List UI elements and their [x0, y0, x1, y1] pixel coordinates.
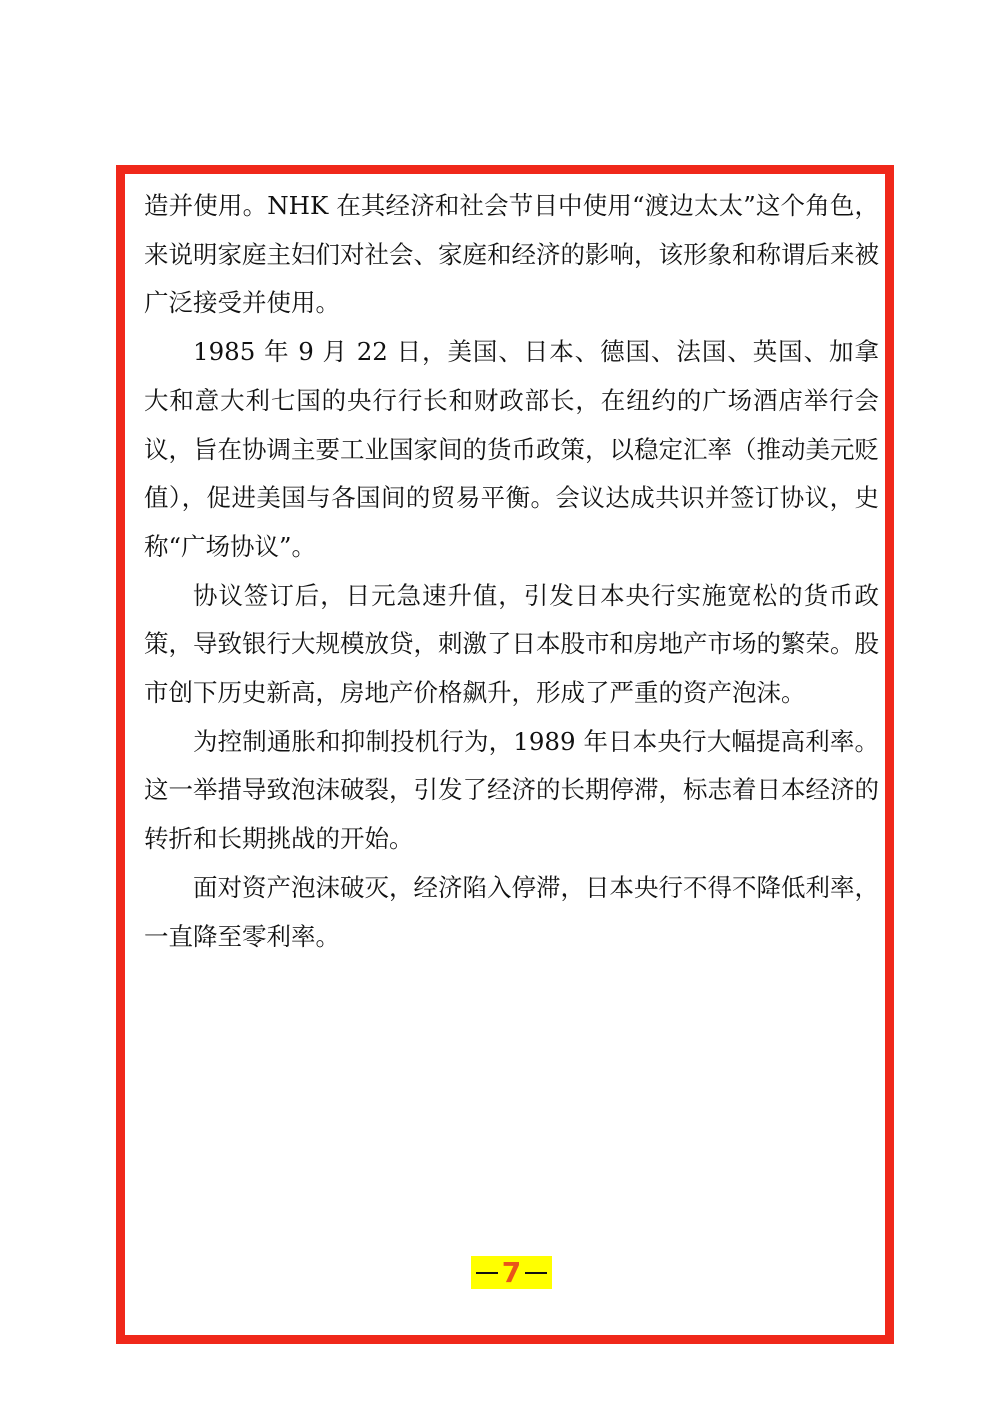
paragraph: 造并使用。NHK 在其经济和社会节目中使用“渡边太太”这个角色，来说明家庭主妇们对社会、家庭和经济的影响，该形象和称谓后来被广泛接受并使用。 — [144, 191, 879, 318]
page-number-footer — [471, 1256, 552, 1289]
page-number-left-dash — [476, 1272, 498, 1274]
page-number: 7 — [501, 1256, 522, 1289]
page-border-frame — [116, 165, 894, 1344]
paragraph: 1985 年 9 月 22 日，美国、日本、德国、法国、英国、加拿大和意大利七国的央行行长和财政部长，在纽约的广场酒店举行会议，旨在协调主要工业国家间的货币政策，以稳定汇率（推动美元贬值），促进美国与各国间的贸易平衡。会议达成共识并签订协议，史称“广场协议”。 — [144, 337, 879, 561]
paragraph: 面对资产泡沫破灭，经济陷入停滞，日本央行不得不降低利率，一直降至零利率。 — [144, 872, 879, 951]
document-body — [144, 182, 879, 961]
paragraph: 协议签订后，日元急速升值，引发日本央行实施宽松的货币政策，导致银行大规模放贷，刺激了日本股市和房地产市场的繁荣。股市创下历史新高，房地产价格飙升，形成了严重的资产泡沫。 — [144, 580, 879, 708]
paragraph: 为控制通胀和抑制投机行为，1989 年日本央行大幅提高利率。这一举措导致泡沫破裂，引发了经济的长期停滞，标志着日本经济的转折和长期挑战的开始。 — [144, 726, 879, 854]
page-number-right-dash — [525, 1272, 547, 1274]
